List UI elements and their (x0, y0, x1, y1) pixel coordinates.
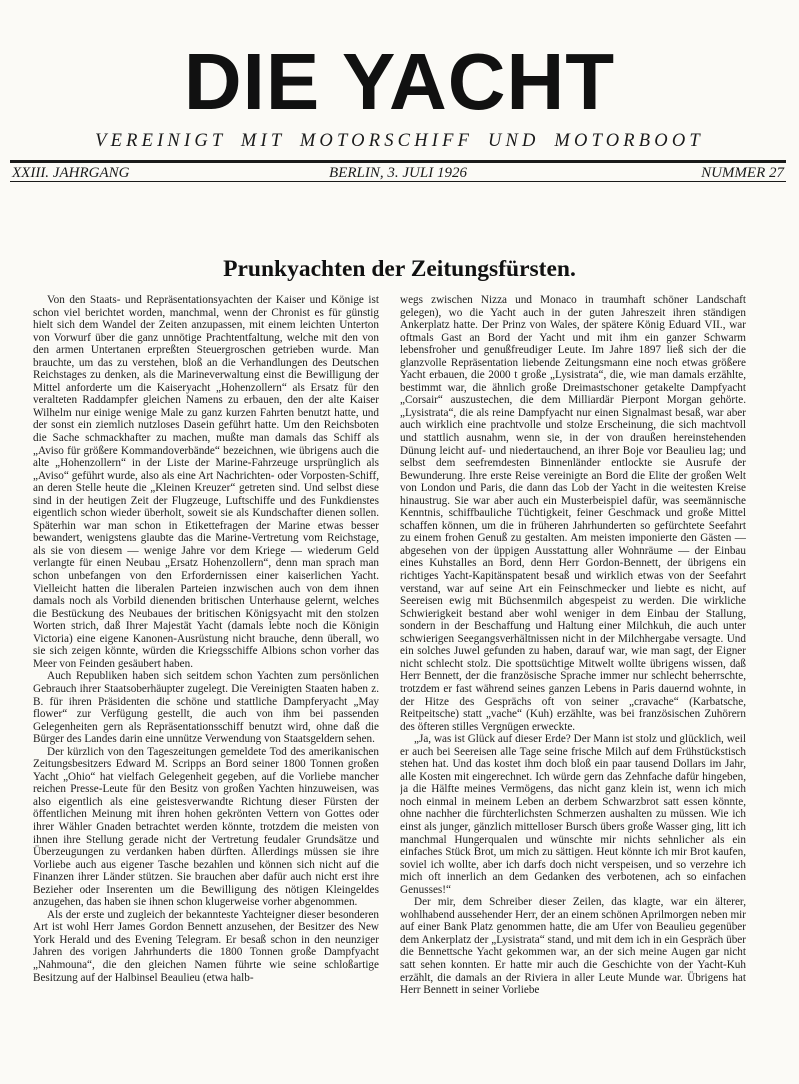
paragraph: Der mir, dem Schreiber dieser Zeilen, das klagte, war ein älterer, wohlhabend aussehender Herr, der an einem schönen Aprilmorgen neben mir auf einer Bank Platz genommen hatte, die am Ufer von Beaulieu gegenüber dem Ankerplatz der „Lysistrata“ stand, und mit dem ich in ein Gespräch über die Bennettsche Yacht gekommen war, an der sich meine Augen gar nicht satt sehen konnten. Er hatte mir auch die Geschichte von der Yacht-Kuh erzählt, die damals an der Riviera in aller Leute Munde war. Übrigens hat Herr Bennett in seiner Vorliebe (400, 896, 746, 997)
paragraph: Von den Staats- und Repräsentationsyachten der Kaiser und Könige ist schon viel berichtet worden, manchmal, wenn der Chronist es für günstig hielt sich dem Wandel der Zeiten anzupassen, mit einem leichten Unterton von Vorwurf über die ganz unnötige Prachtentfaltung, welche mit den von den armen Untertanen erpreßten Steuergroschen getrieben wurde. Man brauchte, um das zu verstehen, bloß an die Verhandlungen des Deutschen Reichstages zu denken, als die Marineverwaltung einst die Bewilligung der Mittel anforderte um die Kaiseryacht „Hohenzollern“ als Ersatz für den veralteten Raddampfer gleichen Namens zu erbauen, den der alte Kaiser Wilhelm nur einige wenige Male zu ganz kurzen Fahrten benutzt hatte, und der sonst ein ziemlich nutzloses Dasein geführt hatte. Um den Reichsboten die Sache schmackhafter zu machen, mußte man damals das Schiff als „Aviso für größere Kommandoverbände“ bezeichnen, wie übrigens auch die alte „Hohenzollern“ in der Liste der Marine-Fahrzeuge ursprünglich als „Aviso“ geführt wurde, also als eine Art Nachrichten- oder Vorposten-Schiff, an deren Stelle heute die „Kleinen Kreuzer“ getreten sind. Und selbst diese sind in der heutigen Zeit der Flugzeuge, Luftschiffe und des Funkdienstes eigentlich schon wieder überholt, soweit sie als Kundschafter dienen sollen. Späterhin war man schon in Etikettefragen der Marine etwas besser bewandert, wenigstens glaubte das die Marine-Vertretung vom Reichstage, als sie von diesem — wenige Jahre vor dem Kriege — wiederum Geld verlangte für einen Neubau „Ersatz Hohenzollern“, denn man sprach man schon unbefangen von den Erfordernissen einer kaiserlichen Yacht. Vielleicht hatten die liberalen Parteien inzwischen auch von dem ihnen damals noch als Vorbild dienenden britischen Unterhause gelernt, welches die Bestückung des Neubaues der britischen Königsyacht mit den stolzen Worten strich, daß Ihrer Majestät Yacht (damals lebte noch die Königin Victoria) eine eigene Kanonen-Ausrüstung nicht brauche, denn überall, wo sie sich zeigen könnte, würden die Kriegsschiffe Albions schon vorher das Meer von Feinden gesäubert haben. (33, 294, 379, 670)
header-rule-top (10, 160, 786, 163)
masthead-title: DIE YACHT (183, 37, 616, 126)
article-column-left (33, 294, 379, 1078)
issue-number: NUMMER 27 (701, 165, 784, 181)
article-column-right (400, 294, 746, 1078)
article-title: Prunkyachten der Zeitungsfürsten. (223, 256, 576, 282)
issue-year: XXIII. JAHRGANG (12, 165, 130, 181)
paragraph: Der kürzlich von den Tageszeitungen gemeldete Tod des amerikanischen Zeitungsbesitzers Edward M. Scripps an Bord seiner 1800 Tonnen großen Yacht „Ohio“ hat vielfach Gelegenheit gegeben, auf die Vorliebe mancher reichen Presse-Leute für den Besitz von großen Yachten hinzuweisen, was also eigentlich als eine geistesverwandte Richtung dieser Fürsten der öffentlichen Meinung mit ihren hohen gekrönten Vettern von Gottes oder ihrer Wähler Gnaden betrachtet werden könnte, trotzdem die meisten von ihnen ihre Stellung gerade nicht der Vertretung feudaler Grundsätze und Überzeugungen zu verdanken haben dürften. Allerdings müssen sie ihre Vorliebe auch aus eigener Tasche bezahlen und können sich nicht auf die Finanzen ihrer Länder stützen. Sie brauchen aber dafür auch nicht erst ihre Bezieher oder Inserenten um die Bewilligung des nötigen Kleingeldes anzugehen, das haben sie ihnen schon klugerweise vorher abgenommen. (33, 745, 379, 909)
paragraph: Auch Republiken haben sich seitdem schon Yachten zum persönlichen Gebrauch ihrer Staatsoberhäupter zugelegt. Die Vereinigten Staaten haben z. B. für ihren Präsidenten die schöne und stattliche Dampferyacht „May flower“ zur Verfügung gestellt, die auch von ihm bei passenden Gelegenheiten gern als Repräsentationsschiff benutzt wird, ohne daß die Bürger des Landes darin eine unnütze Verwendung von Staatsgeldern sehen. (33, 670, 379, 746)
issue-line (12, 164, 784, 182)
paragraph: „Ja, was ist Glück auf dieser Erde? Der Mann ist stolz und glücklich, weil er auch bei Seereisen alle Tage seine frische Milch auf dem Frühstückstisch stehen hat. Und das kostet ihm doch bloß ein paar tausend Dollars im Jahr, alle Kosten mit eingerechnet. Ich würde gern das Zehnfache dafür hingeben, ja die Hälfte meines Vermögens, das nicht ganz klein ist, wenn ich mich noch einmal in meinem Leben an derbem Schwarzbrot satt essen könnte, ohne nachher die fürchterlichsten Schmerzen aushalten zu müssen. Wie ich einst als junger, gänzlich mittelloser Bursch übers große Wasser ging, litt ich manchmal Hungerqualen und wünschte mir nichts sehnlicher als ein einfaches Stück Brot, um mich zu sättigen. Heut könnte ich mir Brot kaufen, soviel ich wollte, aber ich darfs doch nicht verspeisen, und so verzehre ich mich oft innerlich an dem Gedanken des verbotenen, ach so einfachen Genusses!“ (400, 733, 746, 896)
issue-date: BERLIN, 3. JULI 1926 (329, 165, 467, 181)
header-rule-bottom (10, 181, 786, 182)
paragraph: Als der erste und zugleich der bekannteste Yachteigner dieser besonderen Art ist wohl Herr James Gordon Bennett anzusehen, der Besitzer des New York Herald und des Evening Telegram. Er besaß schon in den neunziger Jahren des vorigen Jahrhunderts die 1800 Tonnen große Dampfyacht „Nahmouna“, die den gleichen Namen führte wie seine schloßartige Besitzung auf der Halbinsel Beaulieu (etwa halb- (33, 908, 379, 984)
paragraph: wegs zwischen Nizza und Monaco in traumhaft schöner Landschaft gelegen), wo die Yacht auch in der guten Jahreszeit ihren ständigen Ankerplatz hatte. Der Prinz von Wales, der spätere König Eduard VII., war oftmals Gast an Bord der Yacht und mit ihm ein ganzer Schwarm lebensfroher und genußfreudiger Leute. Im Jahre 1897 ließ sich der die glanzvolle Repräsentation liebende Zeitungsmann eine noch etwas größere Yacht erbauen, die 2000 t große „Lysistrata“, die, wie man damals erzählte, bestimmt war, die ähnlich große Dreimastschoner getakelte Dampfyacht „Corsair“ auszustechen, die dem Milliardär Pierpont Morgan gehörte. „Lysistrata“, die als reine Dampfyacht nur einen Signalmast besaß, war aber auch wirklich eine prachtvolle und stolze Erscheinung, die sich machtvoll und stattlich ausnahm, wenn sie, in der von draußen hereinstehenden Dünung leicht auf- und niedertauchend, an ihrer Boje vor Beaulieu lag; und selbst dem seefremdesten Binnenländer entlockte sie Ausrufe der Bewunderung. Ihre erste Reise vereinigte an Bord die Elite der großen Welt von London und Paris, die dann das Lob der Yacht in die weitesten Kreise hinaustrug. Sie war aber auch ein Musterbeispiel dafür, was seemännische Kenntnis, schiffbauliche Tüchtigkeit, feiner Geschmack und große Mittel schaffen können, um die in früheren Jahrhunderten so gefürchtete Seefahrt zu einem frohen Genuß zu gestalten. Am meisten imponierte den Gästen — abgesehen von der üppigen Ausstattung aller Wohnräume — der Einbau eines Kuhstalles an Bord, denn Herr Gordon-Bennett, der übrigens ein richtiges Yacht-Kapitänspatent besaß und wirklich etwas von der Seefahrt verstand, war auf seine Art ein Feinschmecker und liebte es nicht, auf Seereisen ewig mit Büchsenmilch abgespeist zu werden. Die wirkliche Schwierigkeit bestand aber wohl weniger in dem Einbau der Stallung, sondern in der Beschaffung und Haltung einer Milchkuh, die auch unter schwierigen Seegangsverhältnissen nicht in der Milchhergabe versagte. Und ein solches Juwel gefunden zu haben, darauf war, wie man sagt, der Eigner nicht schlecht stolz. Die spottsüchtige Mitwelt wollte übrigens wissen, daß Herr Bennett, der die französische Sprache immer nur schlecht beherrschte, trotzdem er fast während seines ganzen Lebens in Paris dauernd wohnte, in der Hitze des Gesprächs oft von seiner „cravache“ (Karbatsche, Reitpeitsche) statt „vache“ (Kuh) erzählte, was bei französischen Zuhörern des öfteren stilles Vergnügen erweckte. (400, 294, 746, 733)
masthead-subtitle: VEREINIGT MIT MOTORSCHIFF UND MOTORBOOT (95, 131, 704, 151)
